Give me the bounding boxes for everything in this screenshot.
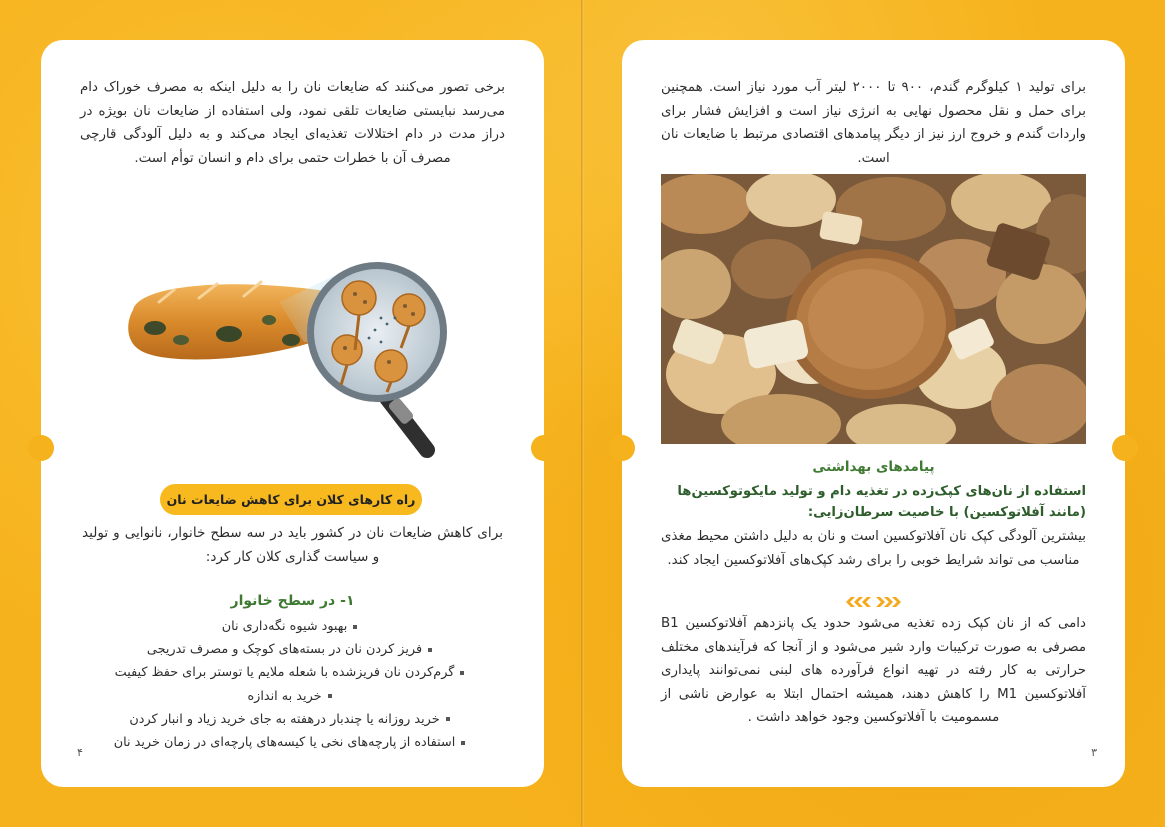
right-page [622,40,1125,787]
bullet-icon [461,741,465,745]
closing-paragraph: دامی که از نان کپک زده تغذیه می‌شود حدود یک پانزدهم آفلاتوکسین B1 مصرفی به صورت ترکیبات وارد شیر می‌شود و از آنجا که فرآیندهای مختلف حرارتی به کار رفته در تهیه انواع فرآورده های لبنی نمی‌توانند پایداری آفلاتوکسین M1 را کاهش دهند، همیشه احتمال ابتلا به عوارض ناشی از مسمومیت با آفلاتوکسین وجود خواهد داشت . [661,616,1086,725]
section-pill: راه کارهای کلان برای کاهش ضایعات نان [160,484,422,515]
list-item: خرید روزانه یا چندبار درهفته به جای خرید زیاد و انبار کردن [82,708,503,731]
bullet-icon [353,625,357,629]
page-number: ۳ [1091,746,1097,759]
list-item: استفاده از پارچه‌های نخی یا کیسه‌های پارچه‌ای در زمان خرید نان [82,731,503,754]
bullet-icon [446,717,450,721]
intro-paragraph: برای تولید ۱ کیلوگرم گندم، ۹۰۰ تا ۲۰۰۰ لیتر آب مورد نیاز است. همچنین برای حمل و نقل محصول نهایی به انرژی نیاز است و افزایش فشار برای واردات گندم و خروج ارز نیز از دیگر پیامدهای اقتصادی مرتبط با ضایعات نان است. [661,80,1086,166]
list-item: گرم‌کردن نان فریزشده با شعله ملایم یا توستر برای حفظ کیفیت [82,661,503,684]
list-item: خرید به اندازه [82,685,503,708]
chevron-divider-icon [846,597,901,607]
bullet-icon [328,694,332,698]
page-notch [531,435,557,461]
bread-mold-illustration [119,220,449,470]
bread-waste-photo [661,174,1086,444]
health-title: پیامدهای بهداشتی [812,459,935,475]
page-notch [1112,435,1138,461]
list-item: فریز کردن نان در بسته‌های کوچک و مصرف تدریجی [82,638,503,661]
list-item: بهبود شیوه نگه‌داری نان [82,615,503,638]
intro-paragraph: برخی تصور می‌کنند که ضایعات نان را به دلیل اینکه به مصرف خوراک دام می‌رسد نبایستی ضایعات تلقی نمود، ولی استفاده از ضایعات نان بویژه در دراز مدت در دام اختلالات تغذیه‌ای ایجاد می‌کند و به دلیل آلودگی قارچی مصرف آن با خطرات حتمی برای دام و انسان توأم است. [80,80,505,166]
subsection-title: ۱- در سطح خانوار [230,593,355,609]
page-number: ۴ [77,746,83,759]
page-notch [609,435,635,461]
book-spine [581,0,584,827]
page-notch [28,435,54,461]
health-paragraph: بیشترین آلودگی کپک نان آفلاتوکسین است و نان به دلیل داشتن محیط مغذی مناسب می تواند شرایط خوبی را برای رشد کپک‌های آفلاتوکسین ایجاد کند. [661,529,1086,568]
bullet-icon [428,648,432,652]
health-subtitle: استفاده از نان‌های کپک‌زده در تغذیه دام و تولید مایکوتوکسین‌ها (مانند آفلاتوکسین) با خاصیت سرطان‌زایی: [677,484,1086,520]
section-paragraph: برای کاهش ضایعات نان در کشور باید در سه سطح خانوار، نانوایی و تولید و سیاست گذاری کلان کار کرد: [82,525,503,565]
left-page [41,40,544,787]
household-bullets [82,615,503,754]
bullet-icon [460,671,464,675]
